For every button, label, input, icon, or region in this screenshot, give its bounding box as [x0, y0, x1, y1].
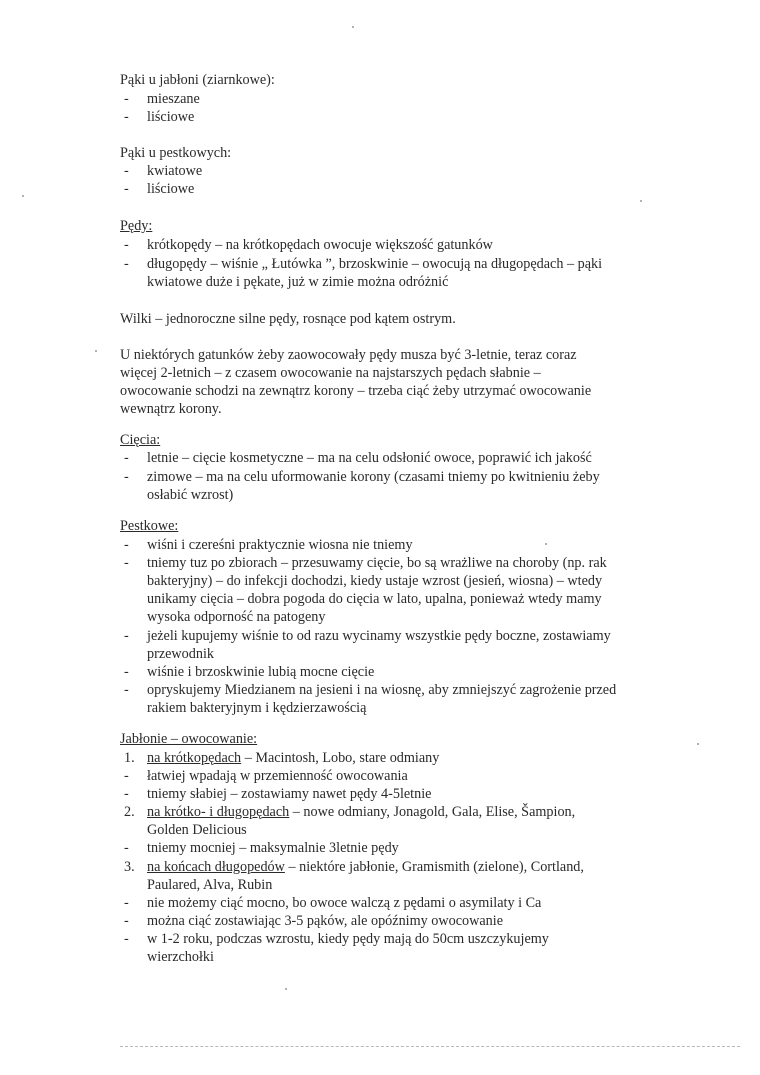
- list-item-continuation: wysoka odporność na patogeny: [147, 609, 326, 625]
- bullet-marker: -: [124, 450, 129, 466]
- numbered-item: [147, 804, 575, 821]
- scan-speck: [545, 543, 547, 545]
- bullet-marker: -: [124, 664, 129, 680]
- list-item: długopędy – wiśnie „ Łutówka ”, brzoskwinie – owocują na długopędach – pąki: [147, 256, 603, 272]
- list-item: tniemy tuz po zbiorach – przesuwamy cięcie, bo są wrażliwe na choroby (np. rak: [147, 555, 607, 571]
- list-item: nie możemy ciąć mocno, bo owoce walczą z pędami o asymilaty i Ca: [147, 895, 542, 911]
- section-title-apple-buds: Pąki u jabłoni (ziarnkowe):: [120, 72, 275, 88]
- list-item: opryskujemy Miedzianem na jesieni i na wiosnę, aby zmniejszyć zagrożenie przed: [147, 682, 617, 698]
- bullet-marker: -: [124, 237, 129, 253]
- list-item: wiśni i czereśni praktycznie wiosna nie tniemy: [147, 537, 413, 553]
- list-item: letnie – cięcie kosmetyczne – ma na celu odsłonić owoce, poprawić ich jakość: [147, 450, 592, 466]
- bullet-marker: -: [124, 840, 129, 856]
- list-item: wiśnie i brzoskwinie lubią mocne cięcie: [147, 664, 375, 680]
- paragraph-line: U niektórych gatunków żeby zaowocowały pędy musza być 3-letnie, teraz coraz: [120, 347, 577, 363]
- section-title-shoots: Pędy:: [120, 218, 153, 234]
- bullet-marker: -: [124, 628, 129, 644]
- bullet-marker: -: [124, 537, 129, 553]
- scan-speck: [352, 26, 354, 28]
- list-item-continuation: Golden Delicious: [147, 822, 247, 838]
- bullet-marker: -: [124, 163, 129, 179]
- bullet-marker: -: [124, 913, 129, 929]
- list-item-continuation: bakteryjny) – do infekcji dochodzi, kiedy ustaje wzrost (jesień, wiosna) – wtedy: [147, 573, 603, 589]
- numbered-marker: 1.: [124, 750, 135, 766]
- list-item: w 1-2 roku, podczas wzrostu, kiedy pędy mają do 50cm uszczykujemy: [147, 931, 549, 947]
- list-item-continuation: unikamy cięcia – dobra pogoda do cięcia w lato, upalna, ponieważ wtedy mamy: [147, 591, 602, 607]
- bullet-marker: -: [124, 91, 129, 107]
- scan-speck: [285, 988, 287, 990]
- list-item: liściowe: [147, 181, 195, 197]
- section-title-stone-fruit-buds: Pąki u pestkowych:: [120, 145, 232, 161]
- list-item: tniemy mocniej – maksymalnie 3letnie pędy: [147, 840, 399, 856]
- bullet-marker: -: [124, 768, 129, 784]
- numbered-marker: 3.: [124, 859, 135, 875]
- scan-bottom-edge: [120, 1046, 740, 1047]
- bullet-marker: -: [124, 786, 129, 802]
- list-item-continuation: Paulared, Alva, Rubin: [147, 877, 273, 893]
- bullet-marker: -: [124, 469, 129, 485]
- numbered-marker: 2.: [124, 804, 135, 820]
- list-item: krótkopędy – na krótkopędach owocuje większość gatunków: [147, 237, 493, 253]
- list-item: kwiatowe: [147, 163, 203, 179]
- bullet-marker: -: [124, 256, 129, 272]
- numbered-item: [147, 859, 584, 876]
- numbered-item-text: – niektóre jabłonie, Gramismith (zielone), Cortland,: [284, 859, 584, 875]
- numbered-item: [147, 750, 439, 767]
- bullet-marker: -: [124, 895, 129, 911]
- bullet-marker: -: [124, 109, 129, 125]
- list-item: mieszane: [147, 91, 200, 107]
- list-item-continuation: kwiatowe duże i pękate, już w zimie można odróżnić: [147, 274, 449, 290]
- paragraph-line: owocowanie schodzi na zewnątrz korony – trzeba ciąć żeby utrzymać owocowanie: [120, 383, 592, 399]
- list-item: tniemy słabiej – zostawiamy nawet pędy 4-5letnie: [147, 786, 432, 802]
- numbered-item-text: – nowe odmiany, Jonagold, Gala, Elise, Šampion,: [289, 804, 576, 820]
- bullet-marker: -: [124, 181, 129, 197]
- paragraph-line: więcej 2-letnich – z czasem owocowanie na najstarszych pędach słabnie –: [120, 365, 541, 381]
- section-title-stone-fruit: Pestkowe:: [120, 518, 179, 534]
- list-item: jeżeli kupujemy wiśnie to od razu wycinamy wszystkie pędy boczne, zostawiamy: [147, 628, 611, 644]
- section-title-apple-fruiting: Jabłonie – owocowanie:: [120, 731, 258, 747]
- section-title-pruning: Cięcia:: [120, 432, 161, 448]
- list-item-continuation: przewodnik: [147, 646, 214, 662]
- numbered-item-heading: na końcach długopedów: [147, 859, 285, 875]
- paragraph-wilki: Wilki – jednoroczne silne pędy, rosnące pod kątem ostrym.: [120, 311, 456, 327]
- numbered-item-text: – Macintosh, Lobo, stare odmiany: [241, 750, 440, 766]
- numbered-item-heading: na krótkopędach: [147, 750, 242, 766]
- list-item: łatwiej wpadają w przemienność owocowania: [147, 768, 408, 784]
- list-item-continuation: rakiem bakteryjnym i kędzierzawością: [147, 700, 367, 716]
- list-item: zimowe – ma na celu uformowanie korony (czasami tniemy po kwitnieniu żeby: [147, 469, 600, 485]
- scan-speck: [697, 743, 699, 745]
- scan-speck: [640, 200, 642, 202]
- list-item-continuation: osłabić wzrost): [147, 487, 234, 503]
- list-item: można ciąć zostawiając 3-5 pąków, ale opóźnimy owocowanie: [147, 913, 503, 929]
- bullet-marker: -: [124, 555, 129, 571]
- list-item: liściowe: [147, 109, 195, 125]
- scan-speck: [22, 195, 24, 197]
- bullet-marker: -: [124, 931, 129, 947]
- bullet-marker: -: [124, 682, 129, 698]
- scan-speck: [95, 350, 97, 352]
- paragraph-line: wewnątrz korony.: [120, 401, 222, 417]
- list-item-continuation: wierzchołki: [147, 949, 214, 965]
- numbered-item-heading: na krótko- i długopędach: [147, 804, 290, 820]
